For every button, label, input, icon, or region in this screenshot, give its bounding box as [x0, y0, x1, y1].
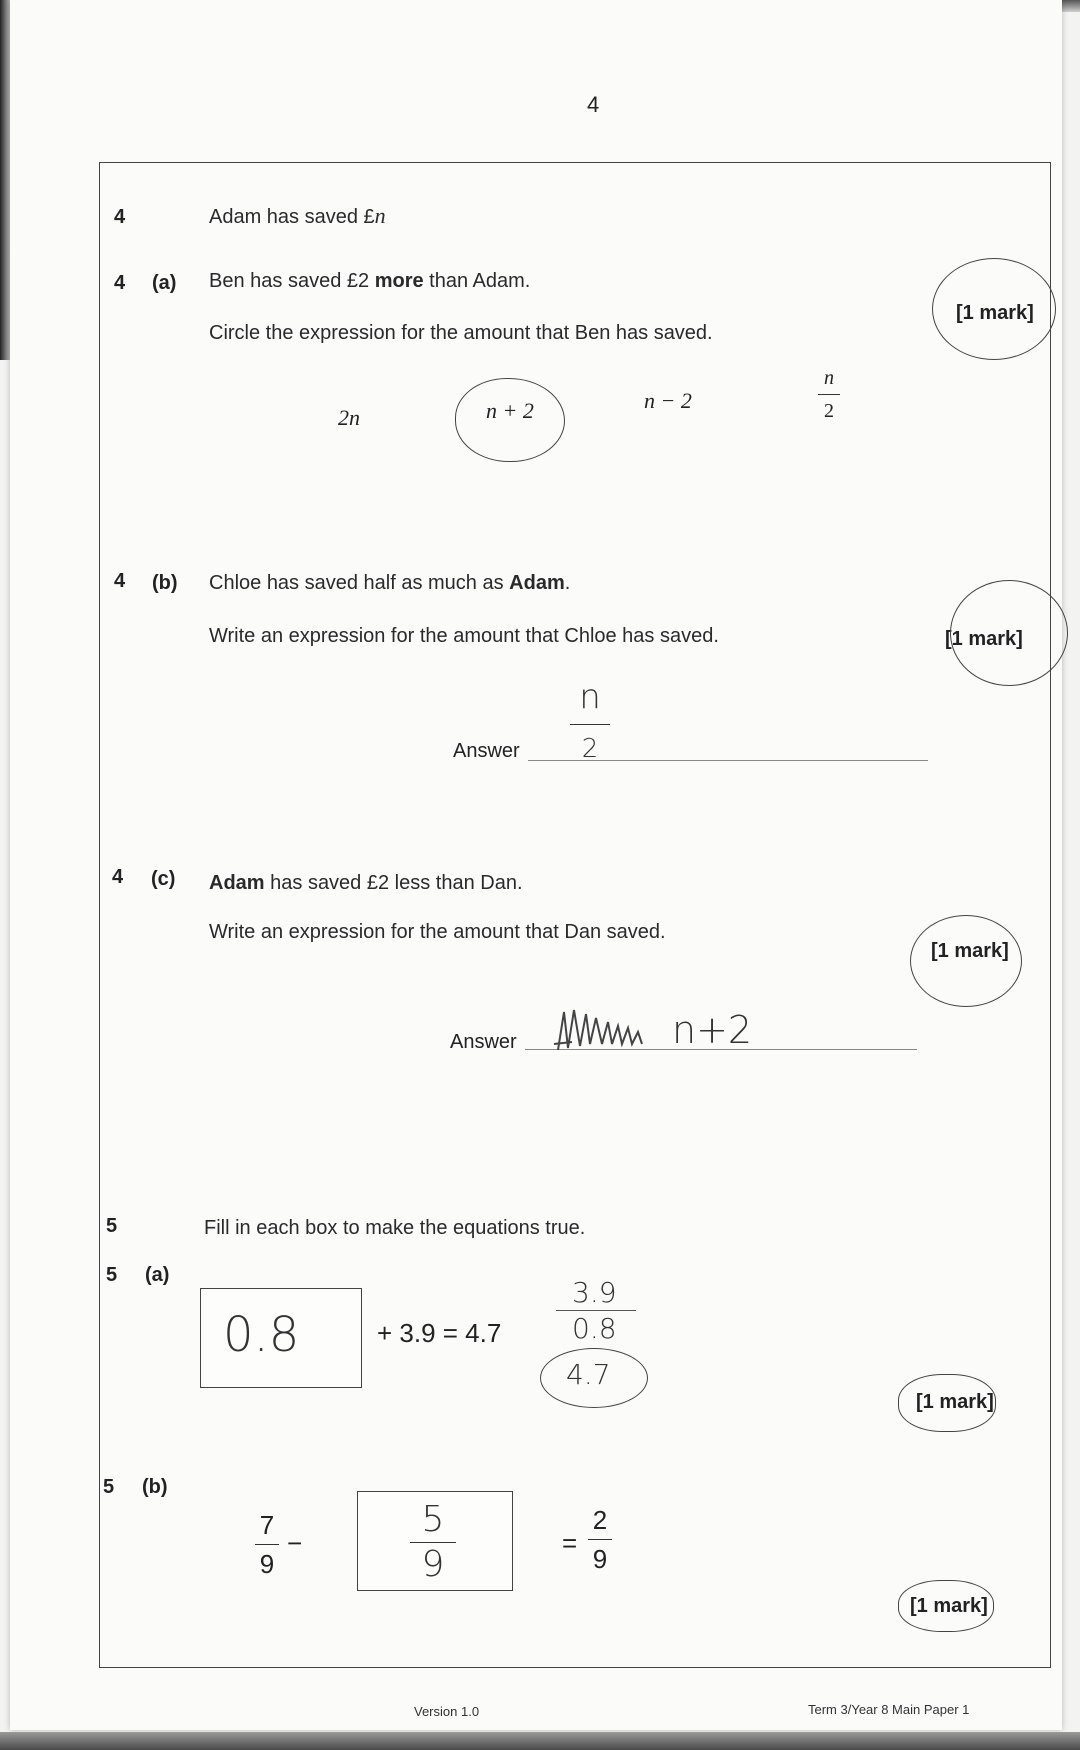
q5b-left-fraction — [255, 1512, 279, 1577]
scan-edge-bottom — [0, 1732, 1080, 1750]
q4c-mark-circle — [910, 915, 1022, 1007]
footer-version: Version 1.0 — [414, 1704, 480, 1719]
footer-paper: Term 3/Year 8 Main Paper 1 — [808, 1702, 970, 1717]
q5a-box-value: 0.8 — [223, 1307, 300, 1363]
q4a-option-3[interactable]: n − 2 — [644, 388, 692, 413]
q4-stem-variable: n — [374, 203, 386, 228]
q5a-working-circle — [540, 1348, 648, 1408]
q4b-line1-post: . — [564, 572, 571, 594]
q5b-part: (b) — [142, 1476, 168, 1498]
q5a-mark-circle — [898, 1374, 996, 1432]
q4a-option-4[interactable] — [818, 368, 840, 421]
q4a-line2: Circle the expression for the amount that Ben has saved. — [209, 322, 713, 344]
q5a-part: (a) — [145, 1264, 170, 1286]
q4b-line2: Write an expression for the amount that Chloe has saved. — [209, 625, 719, 647]
q4c-answer-value: n+2 — [672, 1008, 753, 1052]
q5b-right-denominator: 9 — [592, 1544, 608, 1574]
q4c-line1-bold: Adam — [209, 872, 265, 894]
q5b-equals: = — [562, 1528, 578, 1558]
q4b-line1-pre: Chloe has saved half as much as — [209, 572, 510, 594]
q5b-left-denominator: 9 — [259, 1549, 275, 1579]
q5a-number: 5 — [106, 1264, 118, 1286]
q4-stem — [209, 203, 386, 229]
q5b-box-fraction — [410, 1499, 456, 1585]
q4b-mark: [1 mark] — [945, 628, 1023, 650]
q5b-minus: − — [287, 1528, 303, 1558]
q4a-option-4-bar — [818, 394, 840, 395]
q4b-answer-numerator: n — [579, 677, 601, 717]
q4a-line1-post: than Adam. — [423, 270, 531, 292]
q5b-box-bar — [410, 1542, 456, 1543]
q4a-option-1[interactable]: 2n — [338, 405, 360, 430]
q4a-option-4-numerator: n — [824, 367, 834, 389]
q4a-mark-circle — [932, 258, 1056, 360]
q5-stem: Fill in each box to make the equations true. — [204, 1217, 586, 1239]
q4-stem-text: Adam has saved £ — [209, 206, 375, 228]
q4-number: 4 — [114, 206, 126, 228]
page-number: 4 — [587, 92, 600, 117]
q5b-left-numerator: 7 — [259, 1510, 275, 1540]
q5b-right-numerator: 2 — [592, 1505, 608, 1535]
q4b-answer-bar — [570, 724, 610, 725]
q4c-number: 4 — [112, 866, 124, 888]
q4b-answer-denominator: 2 — [581, 734, 599, 764]
q4c-line1-post: has saved £2 less than Dan. — [264, 872, 523, 894]
q5a-working-2: 0.8 — [572, 1312, 617, 1345]
q4a-line1-pre: Ben has saved £2 — [209, 270, 375, 292]
q5a-equation-rest: + 3.9 = 4.7 — [377, 1318, 502, 1348]
q5a-answer-box[interactable] — [200, 1288, 362, 1388]
q4a-line1-bold: more — [374, 270, 424, 292]
q4a-answer-circle — [455, 378, 565, 462]
q5-number: 5 — [106, 1215, 118, 1237]
question-frame — [99, 162, 1051, 1668]
q5b-mark: [1 mark] — [910, 1595, 988, 1617]
q4b-number: 4 — [114, 570, 126, 592]
q4c-answer-label: Answer — [450, 1031, 517, 1053]
q4a-part: (a) — [152, 272, 177, 294]
q4a-mark: [1 mark] — [956, 302, 1034, 324]
q4a-option-2[interactable]: n + 2 — [486, 398, 534, 423]
q5b-answer-box[interactable] — [357, 1491, 513, 1591]
q5a-working-3: 4.7 — [566, 1358, 611, 1391]
q5b-box-numerator: 5 — [421, 1499, 445, 1540]
q5b-number: 5 — [103, 1476, 115, 1498]
q5b-right-bar — [588, 1539, 612, 1540]
q4a-number: 4 — [114, 272, 126, 294]
q5a-working-1: 3.9 — [572, 1276, 617, 1309]
q4b-part: (b) — [152, 572, 178, 594]
q5b-right-fraction — [588, 1507, 612, 1572]
q4c-scribble — [552, 1004, 647, 1056]
q4a-line1 — [209, 270, 530, 293]
q4b-line1 — [209, 572, 570, 595]
q4a-option-4-denominator: 2 — [824, 400, 834, 422]
q4b-answer-value — [570, 677, 610, 764]
q5a-working-line — [556, 1310, 636, 1311]
q4c-line1 — [209, 872, 523, 895]
q4c-part: (c) — [151, 868, 176, 890]
q5b-mark-circle — [898, 1580, 994, 1632]
q5b-left-bar — [255, 1544, 279, 1545]
q4c-mark: [1 mark] — [931, 940, 1009, 962]
q4b-mark-circle — [950, 580, 1068, 686]
q4c-line2: Write an expression for the amount that Dan saved. — [209, 921, 666, 943]
scan-edge-left — [0, 0, 10, 360]
q4b-answer-label: Answer — [453, 740, 520, 762]
q5b-box-denominator: 9 — [421, 1544, 445, 1585]
q4b-line1-bold: Adam — [509, 572, 565, 594]
q5a-mark: [1 mark] — [916, 1391, 994, 1413]
